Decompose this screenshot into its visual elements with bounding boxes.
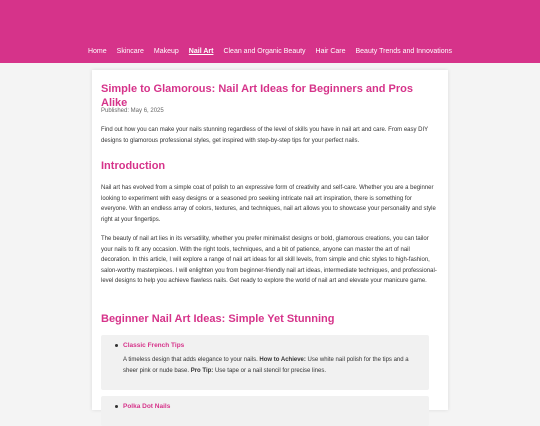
- nav-beauty-trends[interactable]: Beauty Trends and Innovations: [355, 47, 453, 55]
- tip-description: [123, 355, 419, 377]
- nav-nail-art[interactable]: Nail Art: [188, 47, 214, 55]
- pro-tip-text: Use tape or a nail stencil for precise lines.: [214, 368, 327, 374]
- nav-makeup[interactable]: Makeup: [153, 47, 179, 55]
- how-to-text: Use white nail polish for the tips and a sheer pink or nude base.: [123, 357, 409, 374]
- tip-title: Polka Dot Nails: [123, 403, 171, 410]
- article-card: [92, 70, 448, 410]
- introduction-paragraph-2: The beauty of nail art lies in its versatility, whether you prefer minimalist designs or bold, glamorous creations, you can tailor your nails to fit any occasion. With the right tools, techniques, and a bit of patience, anyone can master the art of nail decoration. In this article, I will explore a range of nail art ideas for all skill levels, from simple and chic styles to high-fashion, salon-worthy masterpieces. I will enlighten you from beginner-friendly nail art ideas, intermediate techniques, and professional-level designs to help you achieve flawless nails. Get ready to explore the world of nail art and elevate your manicure game.: [101, 236, 437, 284]
- tip-card-polka-dot: [101, 396, 429, 426]
- published-date: Published: May 6, 2025: [101, 108, 164, 114]
- tip-card-french-tips: [101, 335, 429, 390]
- bullet-icon: [115, 344, 118, 347]
- main-nav: [0, 42, 540, 60]
- tip-desc-text: A timeless design that adds elegance to your nails.: [123, 357, 258, 363]
- introduction-heading: Introduction: [101, 160, 166, 172]
- nav-home[interactable]: Home: [87, 47, 107, 55]
- nav-hair-care[interactable]: Hair Care: [315, 47, 346, 55]
- beginner-heading: Beginner Nail Art Ideas: Simple Yet Stunning: [101, 313, 335, 325]
- bullet-icon: [115, 405, 118, 408]
- article-title: Simple to Glamorous: Nail Art Ideas for Beginners and Pros Alike: [101, 83, 413, 109]
- nav-clean-organic-beauty[interactable]: Clean and Organic Beauty: [223, 47, 306, 55]
- how-to-label: How to Achieve:: [259, 357, 306, 363]
- introduction-paragraph-1: Nail art has evolved from a simple coat of polish to an expressive form of creativity and self-care. Whether you are a beginner looking to experiment with easy designs or a seasoned pro seeking intricate nail art inspiration, there is something for everyone. With an endless array of colors, textures, and techniques, nail art allows you to showcase your personality and style right at your fingertips.: [101, 185, 436, 223]
- article-intro: Find out how you can make your nails stunning regardless of the level of skills you have in nail art and care. From easy DIY designs to glamorous professional styles, get inspired with step-by-step tips for your perfect nails.: [101, 127, 429, 144]
- tip-title: Classic French Tips: [123, 342, 185, 349]
- nav-skincare[interactable]: Skincare: [116, 47, 144, 55]
- pro-tip-label: Pro Tip:: [190, 368, 214, 374]
